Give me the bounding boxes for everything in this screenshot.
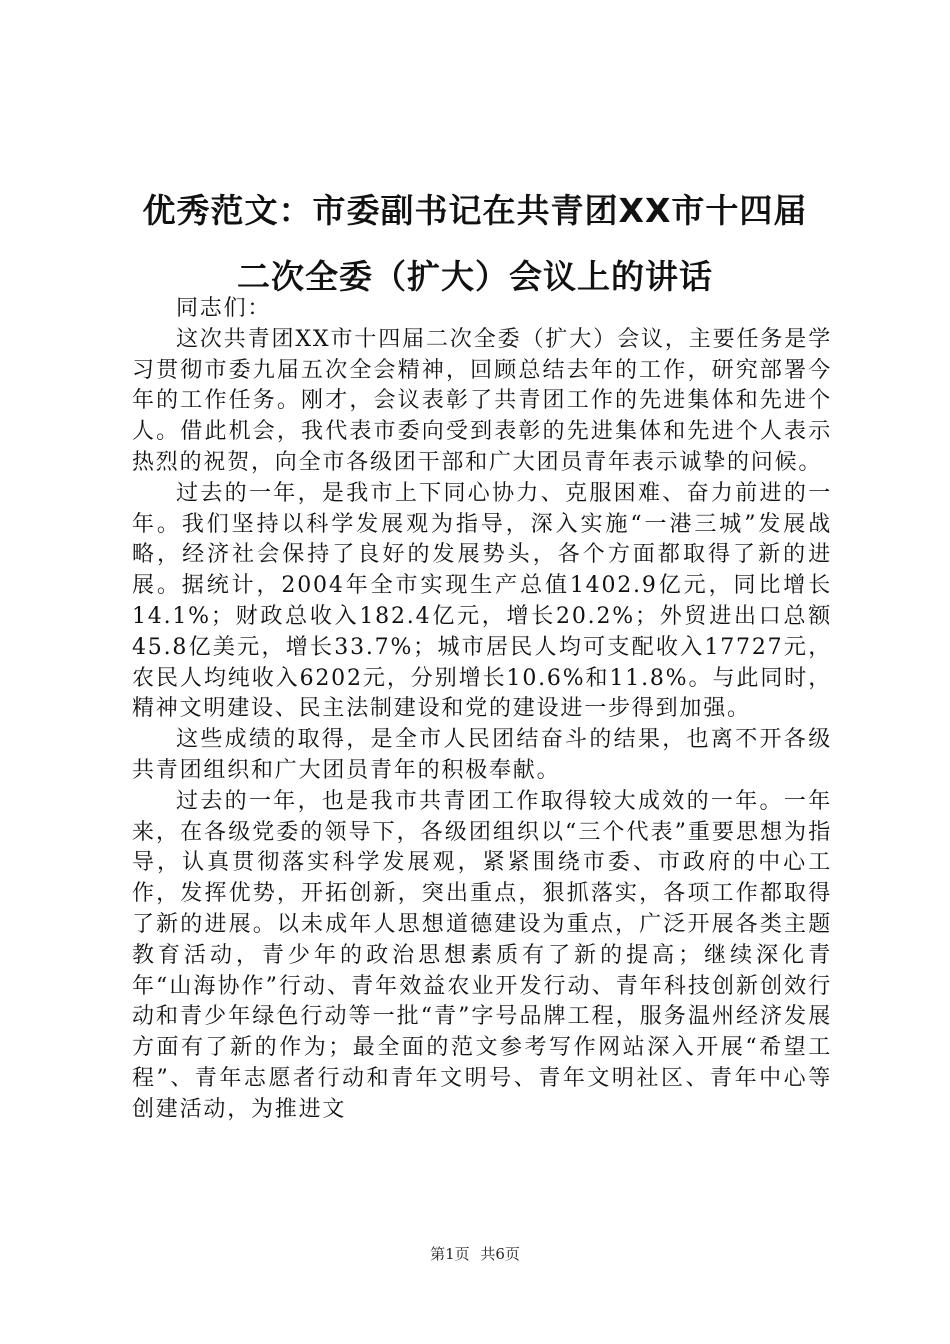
body-paragraph: 这些成绩的取得，是全市人民团结奋斗的结果，也离不开各级共青团组织和广大团员青年的积极奉献。 <box>132 727 832 783</box>
salutation-paragraph: 同志们： <box>176 296 272 321</box>
title-line-2: 二次全委（扩大）会议上的讲话 <box>237 257 713 296</box>
page-total: 共6页 <box>480 1245 520 1263</box>
title-line-1: 优秀范文：市委副书记在共青团XX市十四届 <box>142 191 808 230</box>
document-body <box>132 294 832 1126</box>
body-paragraph: 这次共青团XX市十四届二次全委（扩大）会议，主要任务是学习贯彻市委九届五次全会精神，回顾总结去年的工作，研究部署今年的工作任务。刚才，会议表彰了共青团工作的先进集体和先进个人。借此机会，我代表市委向受到表彰的先进集体和先进个人表示热烈的祝贺，向全市各级团干部和广大团员青年表示诚挚的问候。 <box>132 326 832 475</box>
page-footer <box>0 1244 950 1264</box>
page-number: 第1页 <box>430 1245 470 1263</box>
body-paragraph: 过去的一年，是我市上下同心协力、克服困难、奋力前进的一年。我们坚持以科学发展观为指导，深入实施“一港三城”发展战略，经济社会保持了良好的发展势头，各个方面都取得了新的进展。据统计，2004年全市实现生产总值1402.9亿元，同比增长14.1%；财政总收入182.4亿元，增长20.2%；外贸进出口总额45.8亿美元，增长33.7%；城市居民人均可支配收入17727元，农民人均纯收入6202元，分别增长10.6%和11.8%。与此同时，精神文明建设、民主法制建设和党的建设进一步得到加强。 <box>132 480 832 722</box>
document-title <box>120 178 830 310</box>
body-paragraph: 过去的一年，也是我市共青团工作取得较大成效的一年。一年来，在各级党委的领导下，各级团组织以“三个代表”重要思想为指导，认真贯彻落实科学发展观，紧紧围绕市委、市政府的中心工作，发挥优势，开拓创新，突出重点，狠抓落实，各项工作都取得了新的进展。以未成年人思想道德建设为重点，广泛开展各类主题教育活动，青少年的政治思想素质有了新的提高；继续深化青年“山海协作”行动、青年效益农业开发行动、青年科技创新创效行动和青少年绿色行动等一批“青”字号品牌工程，服务温州经济发展方面有了新的作为；最全面的范文参考写作网站深入开展“希望工程”、青年志愿者行动和青年文明号、青年文明社区、青年中心等创建活动，为推进文 <box>132 788 832 1122</box>
